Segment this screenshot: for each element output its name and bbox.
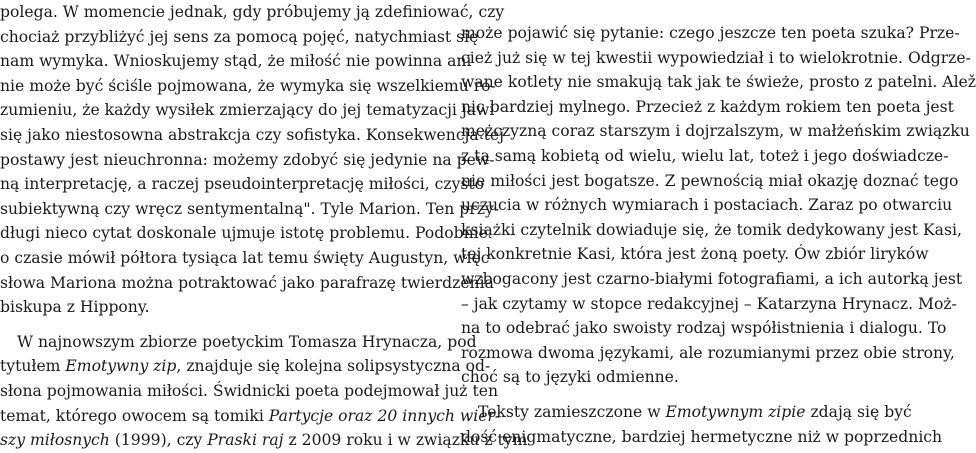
text-line: biskupa z Hippony. xyxy=(0,298,150,317)
book-title: Emotywnym zipie xyxy=(665,402,806,421)
left-paragraph-2 xyxy=(0,330,528,453)
text-line: mężczyzną coraz starszym i dojrzalszym, w małżeńskim związku xyxy=(461,122,970,141)
text-line: nie miłości jest bogatsze. Z pewnością miał okazję doznać tego xyxy=(461,171,959,190)
text-line: z tą samą kobietą od wielu, wielu lat, toteż i jego doświadcze- xyxy=(461,146,949,165)
text-line: wzbogacony jest czarno-białymi fotografiami, a ich autorką jest xyxy=(461,269,963,288)
text-line: może pojawić się pytanie: czego jeszcze ten poeta szuka? Prze- xyxy=(461,24,960,42)
right-paragraph-2 xyxy=(461,400,943,449)
text-line: uczucia w różnych wymiarach i postaciach. Zaraz po otwarciu xyxy=(461,196,953,215)
text-line: subiektywną czy wręcz sentymentalną". Tyle Marion. Ten przy- xyxy=(0,199,500,218)
right-column xyxy=(461,21,976,449)
text-line: słowa Mariona można potraktować jako parafrazę twierdzenia xyxy=(0,273,494,292)
text-line xyxy=(461,400,912,425)
text-line: tej konkretnie Kasi, która jest żoną poety. Ów zbiór liryków xyxy=(461,245,929,264)
text-line: ną interpretację, a raczej pseudointerpretację miłości, czysto xyxy=(0,175,485,194)
text-line: nam wymyka. Wnioskujemy stąd, że miłość nie powinna ani xyxy=(0,52,472,71)
text-line: dość enigmatyczne, bardziej hermetyczne niż w poprzednich xyxy=(461,427,943,446)
text-line: o czasie mówił półtora tysiąca lat temu święty Augustyn, więc xyxy=(0,248,490,267)
text-line: na to odebrać jako swoisty rodzaj współistnienia i dialogu. To xyxy=(461,319,947,338)
text-line: książki czytelnik dowiaduje się, że tomik dedykowany jest Kasi, xyxy=(461,220,962,239)
text-run: , znajduje się kolejna solipsystyczna od- xyxy=(176,357,491,376)
left-paragraph-1 xyxy=(0,0,505,320)
text-line: postawy jest nieuchronna: możemy zdobyć się jedynie na pew- xyxy=(0,150,495,169)
text-line: – jak czytamy w stopce redakcyjnej – Katarzyna Hrynacz. Moż- xyxy=(461,294,957,313)
text-line: chociaż przybliżyć jej sens za pomocą pojęć, natychmiast się xyxy=(0,27,479,46)
book-title: szy miłosnych xyxy=(0,431,110,450)
right-paragraph-1 xyxy=(461,21,976,390)
text-line xyxy=(0,428,528,453)
text-line: nic bardziej mylnego. Przecież z każdym rokiem ten poeta jest xyxy=(461,97,954,116)
text-run: Teksty zamieszczone w xyxy=(478,402,666,421)
text-run: z 2009 roku i w związku z tym xyxy=(283,431,528,450)
text-line: rozmowa dwoma językami, ale rozumianymi przez obie strony, xyxy=(461,343,955,362)
text-line: choć są to języki odmienne. xyxy=(461,368,679,387)
text-line: W najnowszym zbiorze poetyckim Tomasza Hrynacza, pod xyxy=(17,332,477,351)
text-line: polega. W momencie jednak, gdy próbujemy ją zdefiniować, czy xyxy=(0,3,505,21)
book-title: Praski raj xyxy=(207,431,284,450)
text-run: (1999), czy xyxy=(109,431,208,450)
text-run: zdają się być xyxy=(805,402,912,421)
text-line: zumieniu, że każdy wysiłek zmierzający do jej tematyzacji jawi xyxy=(0,101,495,120)
text-line: długi nieco cytat doskonale ujmuje istotę problemu. Podobnie xyxy=(0,224,488,243)
text-run: temat, którego owocem są tomiki xyxy=(0,406,269,425)
book-title: Partycje oraz 20 innych wier- xyxy=(268,406,501,425)
book-title: Emotywny zip xyxy=(65,357,177,376)
text-line: słona pojmowania miłości. Świdnicki poeta podejmował już ten xyxy=(0,381,499,400)
text-line xyxy=(0,404,501,429)
text-run: tytułem xyxy=(0,357,66,376)
text-line: się jako niestosowna abstrakcja czy sofistyka. Konsekwencja tej xyxy=(0,125,504,144)
text-line xyxy=(0,354,491,379)
text-line: nie może być ściśle pojmowana, że wymyka się wszelkiemu ro- xyxy=(0,76,496,95)
text-line: cież już się w tej kwestii wypowiedział i to wielokrotnie. Odgrze- xyxy=(461,48,971,67)
text-line: wane kotlety nie smakują tak jak te świeże, prosto z patelni. Alež xyxy=(461,73,976,92)
